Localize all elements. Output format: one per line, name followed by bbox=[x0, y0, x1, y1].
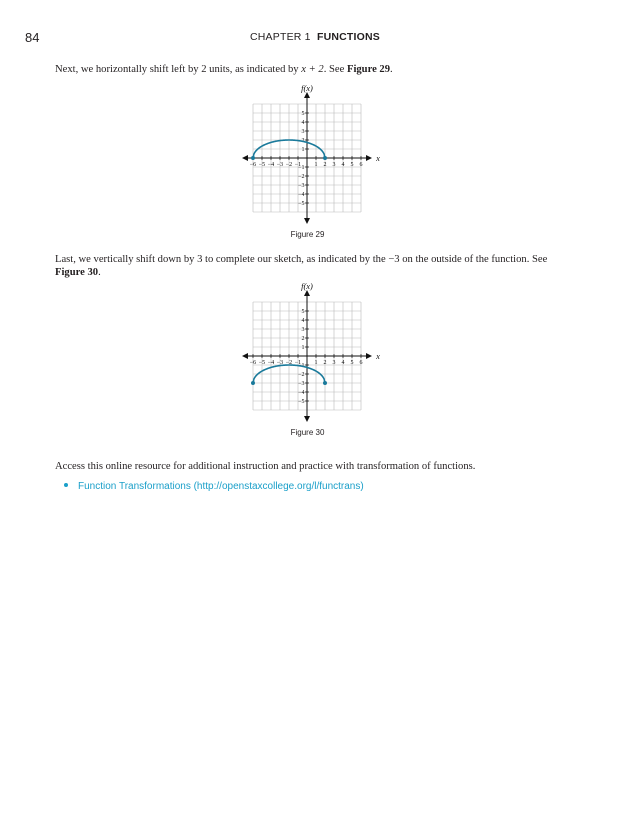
running-head bbox=[0, 31, 630, 43]
figure-reference: Figure 30 bbox=[55, 267, 99, 278]
x-axis-arrow-left bbox=[242, 353, 248, 359]
x-tick-label: −5 bbox=[258, 360, 266, 366]
x-tick-label: −4 bbox=[267, 360, 275, 366]
x-tick-label: −2 bbox=[285, 360, 293, 366]
y-tick-label: 2 bbox=[301, 138, 305, 144]
x-axis-arrow-right bbox=[366, 155, 372, 161]
paragraph-shift-down bbox=[55, 253, 575, 279]
y-tick-label: −3 bbox=[298, 381, 305, 387]
x-axis-arrow-left bbox=[242, 155, 248, 161]
x-tick-label: 4 bbox=[341, 360, 345, 366]
figure-30-caption: Figure 30 bbox=[290, 428, 325, 437]
x-tick-label: −3 bbox=[276, 162, 284, 168]
y-tick-label: 5 bbox=[301, 111, 305, 117]
y-tick-label: 2 bbox=[301, 336, 305, 342]
curve-endpoint bbox=[323, 381, 327, 385]
curve-endpoint bbox=[323, 156, 327, 160]
page-number: 84 bbox=[25, 30, 40, 45]
x-axis-arrow-right bbox=[366, 353, 372, 359]
paragraph-text: Last, we vertically shift down by 3 to complete our sketch, as indicated by the −3 on the outside of the function. See bbox=[55, 254, 548, 265]
y-tick-label: 4 bbox=[301, 120, 305, 126]
figure-29-caption: Figure 29 bbox=[290, 230, 325, 239]
x-tick-label: −2 bbox=[285, 162, 293, 168]
paragraph-text: . bbox=[98, 267, 101, 278]
x-tick-label: −5 bbox=[258, 162, 266, 168]
curve-endpoint bbox=[251, 381, 255, 385]
x-tick-label: 1 bbox=[314, 162, 318, 168]
paragraph-shift-left bbox=[55, 63, 575, 76]
x-tick-label: 6 bbox=[359, 360, 363, 366]
x-tick-label: 6 bbox=[359, 162, 363, 168]
y-tick-label: −3 bbox=[298, 183, 305, 189]
y-tick-label: 1 bbox=[301, 147, 305, 153]
y-tick-label: −1 bbox=[298, 165, 305, 171]
paragraph-online-resource: Access this online resource for additional instruction and practice with transformation of functions. bbox=[55, 461, 476, 472]
paragraph-text: Next, we horizontally shift left by 2 units, as indicated by bbox=[55, 64, 302, 75]
y-tick-label: −2 bbox=[298, 372, 305, 378]
resource-list-item bbox=[64, 481, 364, 492]
x-tick-label: −6 bbox=[249, 162, 257, 168]
y-axis-arrow-down bbox=[304, 218, 310, 224]
y-tick-label: 5 bbox=[301, 309, 305, 315]
x-tick-label: 2 bbox=[323, 162, 327, 168]
x-tick-label: 5 bbox=[350, 162, 354, 168]
x-tick-label: −3 bbox=[276, 360, 284, 366]
x-tick-label: 3 bbox=[332, 162, 336, 168]
y-tick-label: 4 bbox=[301, 318, 305, 324]
x-tick-label: 2 bbox=[323, 360, 327, 366]
x-tick-label: −1 bbox=[294, 162, 302, 168]
function-transformations-link[interactable]: Function Transformations (http://openstaxcollege.org/l/functrans) bbox=[78, 481, 364, 492]
x-axis-label: x bbox=[376, 351, 380, 361]
y-tick-label: −5 bbox=[298, 201, 305, 207]
y-tick-label: −1 bbox=[298, 363, 305, 369]
y-axis-arrow-down bbox=[304, 416, 310, 422]
chapter-title: FUNCTIONS bbox=[316, 31, 381, 43]
figure-29-graph bbox=[240, 82, 380, 228]
y-tick-label: −2 bbox=[298, 174, 305, 180]
x-tick-label: −1 bbox=[294, 360, 302, 366]
paragraph-text: . bbox=[390, 64, 393, 75]
y-tick-label: −4 bbox=[298, 192, 305, 198]
y-tick-label: 1 bbox=[301, 345, 305, 351]
x-tick-label: −6 bbox=[249, 360, 257, 366]
x-axis-label: x bbox=[376, 153, 380, 163]
curve-endpoint bbox=[251, 156, 255, 160]
y-tick-label: −4 bbox=[298, 390, 305, 396]
x-tick-label: 5 bbox=[350, 360, 354, 366]
y-tick-label: 3 bbox=[301, 327, 305, 333]
chapter-label: CHAPTER 1 bbox=[249, 31, 311, 43]
y-tick-label: −5 bbox=[298, 399, 305, 405]
paragraph-text: . See bbox=[323, 64, 347, 75]
x-tick-label: −4 bbox=[267, 162, 275, 168]
math-expression: x + 2 bbox=[301, 64, 324, 75]
x-tick-label: 1 bbox=[314, 360, 318, 366]
y-tick-label: 3 bbox=[301, 129, 305, 135]
x-tick-label: 4 bbox=[341, 162, 345, 168]
bullet-icon bbox=[64, 483, 68, 487]
y-axis-label: f(x) bbox=[301, 83, 313, 93]
x-tick-label: 3 bbox=[332, 360, 336, 366]
figure-reference: Figure 29 bbox=[346, 64, 391, 75]
figure-30-graph bbox=[240, 280, 380, 426]
y-axis-label: f(x) bbox=[301, 281, 313, 291]
